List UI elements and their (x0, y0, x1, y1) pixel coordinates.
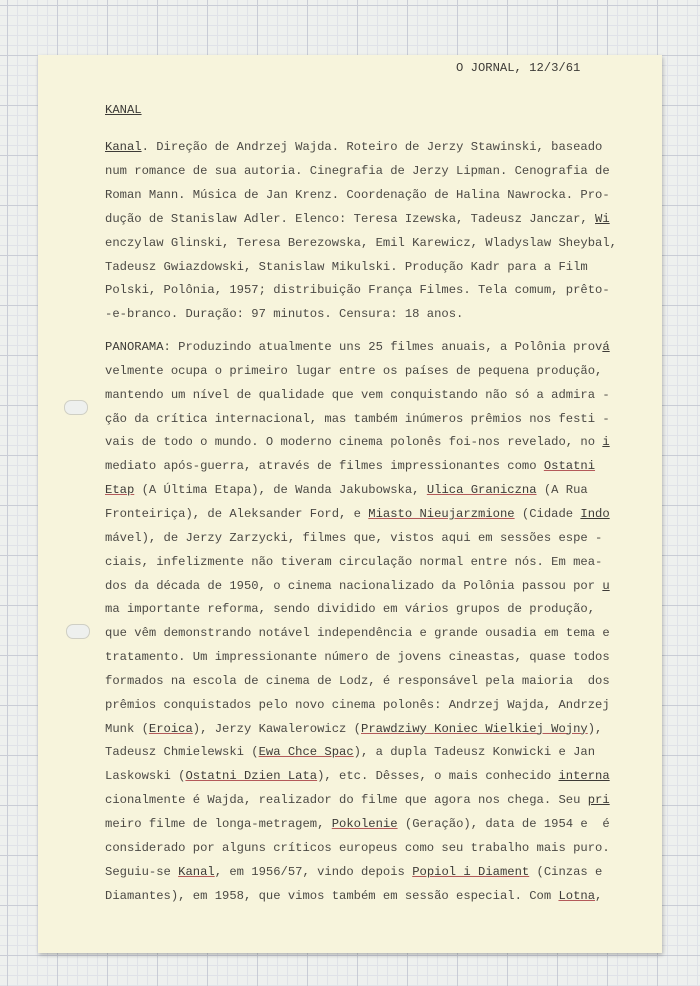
body-line (105, 841, 610, 855)
text-run: Roman Mann. Música de Jan Krenz. Coordenação de Halina Nawrocka. Pro- (105, 187, 610, 202)
text-run: Indo (580, 506, 610, 521)
text-run: u (602, 578, 610, 593)
body-line (105, 555, 602, 569)
text-run: interna (558, 769, 610, 784)
underlined-film-title: Ostatni Dzien Lata (185, 769, 318, 784)
text-run: mável), de Jerzy Zarzycki, filmes que, vistos aqui em sessões espe - (105, 530, 603, 545)
body-line (105, 435, 610, 449)
punch-hole (64, 400, 88, 415)
text-run: considerado por alguns críticos europeus como seu trabalho mais puro. (105, 840, 610, 855)
text-run: (Geração), data de 1954 e é (397, 817, 610, 831)
underlined-film-title: Pokolenie (331, 817, 398, 831)
text-run: Laskowski ( (105, 769, 186, 784)
dateline: O JORNAL, 12/3/61 (456, 61, 581, 75)
text-run: mantendo um nível de qualidade que vem conquistando não só a admira - (105, 387, 610, 402)
text-run: mediato após-guerra, através de filmes impressionantes como (105, 459, 544, 474)
credits-line (105, 236, 617, 250)
text-run: ção da crítica internacional, mas também inúmeros prêmios nos festi - (105, 411, 610, 426)
text-run: Polski, Polônia, 1957; distribuição França Filmes. Tela comum, prêto- (105, 283, 610, 298)
text-run: (Cinzas e (529, 864, 603, 879)
text-run: prov (573, 340, 603, 354)
body-line (105, 412, 610, 426)
body-line (105, 650, 610, 664)
credits-line (105, 260, 588, 274)
text-run: Fronteiriça), de Aleksander Ford, e (105, 506, 369, 521)
text-run: (A Última Etapa), de Wanda Jakubowska, (134, 483, 427, 498)
body-line (105, 674, 610, 688)
credits-line (105, 164, 610, 178)
text-run: Wi (595, 211, 610, 226)
text-run: prêmios conquistados pelo novo cinema polonês: Andrzej Wajda, Andrzej (105, 697, 610, 712)
credits-line (105, 212, 610, 226)
underlined-film-title: Eroica (148, 721, 193, 736)
underlined-film-title: Ostatni (543, 459, 596, 474)
text-run: velmente ocupa o primeiro lugar entre os países de pequena produção, (105, 363, 603, 378)
text-run: vais de todo o mundo. O moderno cinema polonês foi-nos revelado, no (105, 435, 603, 450)
text-run: Diamantes), em 1958, que vimos também em sessão especial. Com (105, 888, 559, 903)
text-run: dução de Stanislaw Adler. Elenco: Teresa Izewska, Tadeusz Janczar, (105, 211, 596, 226)
text-run: ma importante reforma, sendo dividido em vários grupos de produção, (105, 602, 596, 617)
body-line (105, 579, 610, 593)
text-run: (Cidade (514, 506, 581, 521)
text-run: Kanal (105, 140, 142, 154)
text-run: Tadeusz Chmielewski ( (105, 745, 259, 760)
body-line (105, 459, 595, 473)
body-line (105, 483, 588, 497)
body-line (105, 507, 610, 521)
text-run: dos da década de 1950, o cinema nacionalizado da Polônia passou por (105, 578, 603, 593)
text-run: meiro filme de longa-metragem, (105, 817, 332, 831)
underlined-film-title: Ewa Chce Spac (258, 745, 354, 760)
body-line (105, 769, 610, 783)
text-run: ), (587, 721, 603, 736)
underlined-film-title: Popiol i Diament (412, 864, 530, 879)
body-line (105, 364, 602, 378)
text-run: cionalmente é Wajda, realizador do filme que agora nos chega. Seu (105, 793, 588, 808)
underlined-film-title: Lotna (558, 888, 596, 903)
underlined-film-title: Kanal (178, 864, 215, 879)
body-line (105, 602, 595, 616)
text-run: que vêm demonstrando notável independência e grande ousadia em tema e (105, 626, 610, 641)
text-run: num romance de sua autoria. Cinegrafia de Jerzy Lipman. Cenografia de (105, 163, 610, 178)
text-run: , (595, 888, 603, 903)
body-line (105, 531, 602, 545)
body-line (105, 793, 610, 807)
underlined-film-title: Prawdziwy Koniec Wielkiej Wojny (361, 721, 588, 736)
body-line (105, 865, 602, 879)
punch-hole (66, 624, 90, 639)
text-run: pri (587, 793, 610, 808)
underlined-film-title: Etap (105, 483, 135, 498)
text-run: á (602, 340, 610, 354)
text-run: -e-branco. Duração: 97 minutos. Censura: 18 anos. (105, 307, 464, 322)
body-line (105, 745, 595, 759)
underlined-film-title: Miasto Nieujarzmione (368, 506, 515, 521)
body-line (105, 722, 602, 736)
underlined-film-title: Ulica Graniczna (426, 483, 537, 498)
text-run: i (602, 435, 610, 450)
body-line (105, 626, 610, 640)
body-line (105, 698, 610, 712)
text-run: Tadeusz Gwiazdowski, Stanislaw Mikulski. Produção Kadr para a Film (105, 259, 588, 274)
body-line (105, 817, 610, 831)
text-run: enczylaw Glinski, Teresa Berezowska, Emil Karewicz, Wladyslaw Sheybal, (105, 235, 617, 250)
credits-line (105, 140, 602, 154)
text-run: ciais, infelizmente não tiveram circulação normal entre nós. Em mea- (105, 554, 603, 569)
text-run: Munk ( (105, 721, 149, 736)
text-run: (A Rua (536, 483, 588, 498)
text-run: . Direção de Andrzej Wajda. Roteiro de Jerzy Stawinski, baseado (141, 140, 603, 154)
text-run: formados na escola de cinema de Lodz, é responsável pela maioria dos (105, 673, 610, 688)
text-run: ), etc. Dêsses, o mais conhecido (317, 769, 559, 784)
text-run: PANORAMA (105, 340, 164, 354)
document-title: KANAL (105, 103, 142, 117)
body-line (105, 340, 610, 354)
body-line (105, 388, 610, 402)
credits-line (105, 283, 610, 297)
credits-line (105, 188, 610, 202)
text-run: ), Jerzy Kawalerowicz ( (192, 721, 361, 736)
text-run: ), a dupla Tadeusz Konwicki e Jan (353, 745, 596, 760)
text-run: : Produzindo atualmente uns 25 filmes anuais, a Polônia (163, 340, 574, 354)
text-run: , em 1956/57, vindo depois (214, 864, 413, 879)
text-run: Seguiu-se (105, 864, 179, 879)
text-run: tratamento. Um impressionante número de jovens cineastas, quase todos (105, 650, 610, 665)
body-line (105, 889, 602, 903)
credits-line (105, 307, 463, 321)
